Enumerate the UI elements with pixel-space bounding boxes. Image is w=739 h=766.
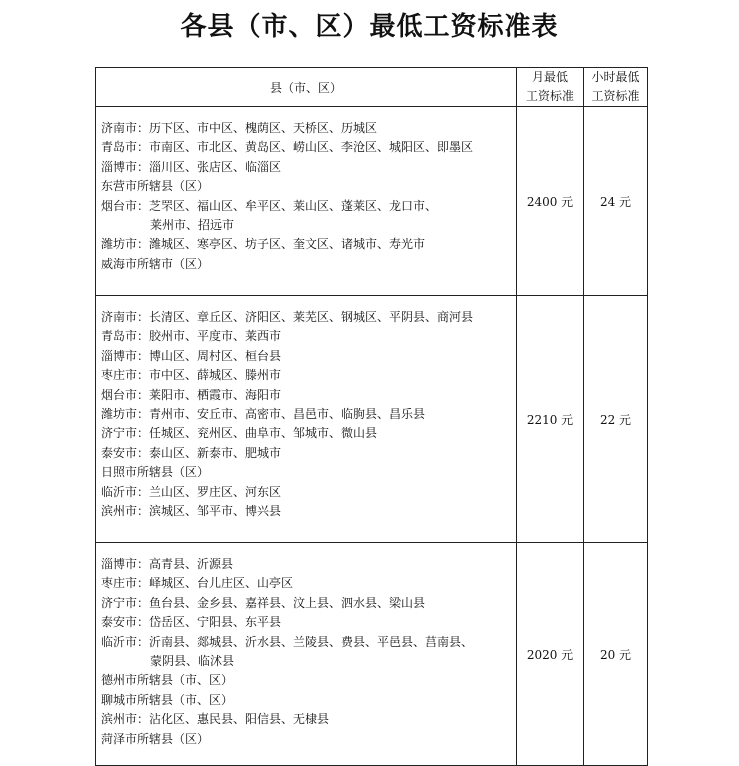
region-line: 枣庄市：峄城区、台儿庄区、山亭区: [101, 576, 294, 591]
monthly-wage-value: 2210 元: [517, 296, 584, 543]
region-cell: [96, 296, 517, 543]
monthly-wage-value: 2400 元: [517, 107, 584, 296]
region-line: 东营市所辖县（区）: [101, 179, 210, 194]
region-line: 滨州市：沾化区、惠民县、阳信县、无棣县: [101, 712, 330, 727]
region-line: 济宁市：任城区、兖州区、曲阜市、邹城市、微山县: [101, 426, 378, 441]
region-line-continued: 莱州市、招远市: [150, 218, 235, 233]
table-row: [96, 543, 648, 766]
region-line: 泰安市：泰山区、新泰市、肥城市: [101, 445, 282, 460]
region-line: 泰安市：岱岳区、宁阳县、东平县: [101, 615, 282, 630]
header-region: 县（市、区）: [96, 68, 517, 107]
header-hourly-wage: [584, 68, 648, 107]
region-line: 淄博市：高青县、沂源县: [101, 557, 234, 571]
table-row: [96, 296, 648, 543]
hourly-wage-value: 22 元: [584, 296, 648, 543]
header-monthly-line-1: 月最低: [531, 70, 568, 84]
table-header-row: [96, 68, 648, 107]
region-line: 日照市所辖县（区）: [101, 465, 210, 480]
header-monthly-line-2: 工资标准: [525, 89, 574, 103]
region-line: 滨州市：滨城区、邹平市、博兴县: [101, 504, 282, 519]
region-line: 济南市：长清区、章丘区、济阳区、莱芜区、钢城区、平阴县、商河县: [101, 310, 474, 324]
region-line: 潍坊市：青州市、安丘市、高密市、昌邑市、临朐县、昌乐县: [101, 407, 426, 422]
region-line: 菏泽市所辖县（区）: [101, 731, 210, 746]
region-line: 威海市所辖市（区）: [101, 256, 210, 271]
hourly-wage-value: 20 元: [584, 543, 648, 766]
region-line: 青岛市：市南区、市北区、黄岛区、崂山区、李沧区、城阳区、即墨区: [101, 140, 474, 155]
region-line: 聊城市所辖县（市、区）: [101, 692, 234, 707]
region-line: 淄博市：博山区、周村区、桓台县: [101, 348, 282, 363]
region-line: 青岛市：胶州市、平度市、莱西市: [101, 329, 282, 344]
table-row: [96, 107, 648, 296]
page-title: 各县（市、区）最低工资标准表: [180, 12, 559, 42]
region-cell: [96, 543, 517, 766]
region-line-continued: 蒙阴县、临沭县: [150, 654, 235, 669]
monthly-wage-value: 2020 元: [517, 543, 584, 766]
header-hourly-line-1: 小时最低: [591, 70, 640, 84]
region-cell: [96, 107, 517, 296]
region-line: 烟台市：芝罘区、福山区、牟平区、莱山区、蓬莱区、龙口市、: [101, 198, 438, 213]
header-monthly-wage: [517, 68, 584, 107]
region-line: 枣庄市：市中区、薛城区、滕州市: [101, 368, 282, 383]
region-line: 淄博市：淄川区、张店区、临淄区: [101, 159, 282, 174]
region-line: 济南市：历下区、市中区、槐荫区、天桥区、历城区: [101, 121, 378, 135]
region-line: 烟台市：莱阳市、栖霞市、海阳市: [101, 387, 282, 402]
region-line: 德州市所辖县（市、区）: [101, 673, 234, 688]
region-line: 临沂市：沂南县、郯城县、沂水县、兰陵县、费县、平邑县、莒南县、: [101, 634, 474, 649]
hourly-wage-value: 24 元: [584, 107, 648, 296]
header-hourly-line-2: 工资标准: [591, 89, 640, 103]
region-line: 济宁市：鱼台县、金乡县、嘉祥县、汶上县、泗水县、梁山县: [101, 595, 426, 610]
minimum-wage-table: [95, 67, 648, 766]
region-line: 潍坊市：潍城区、寒亭区、坊子区、奎文区、诸城市、寿光市: [101, 237, 426, 252]
region-line: 临沂市：兰山区、罗庄区、河东区: [101, 484, 282, 499]
